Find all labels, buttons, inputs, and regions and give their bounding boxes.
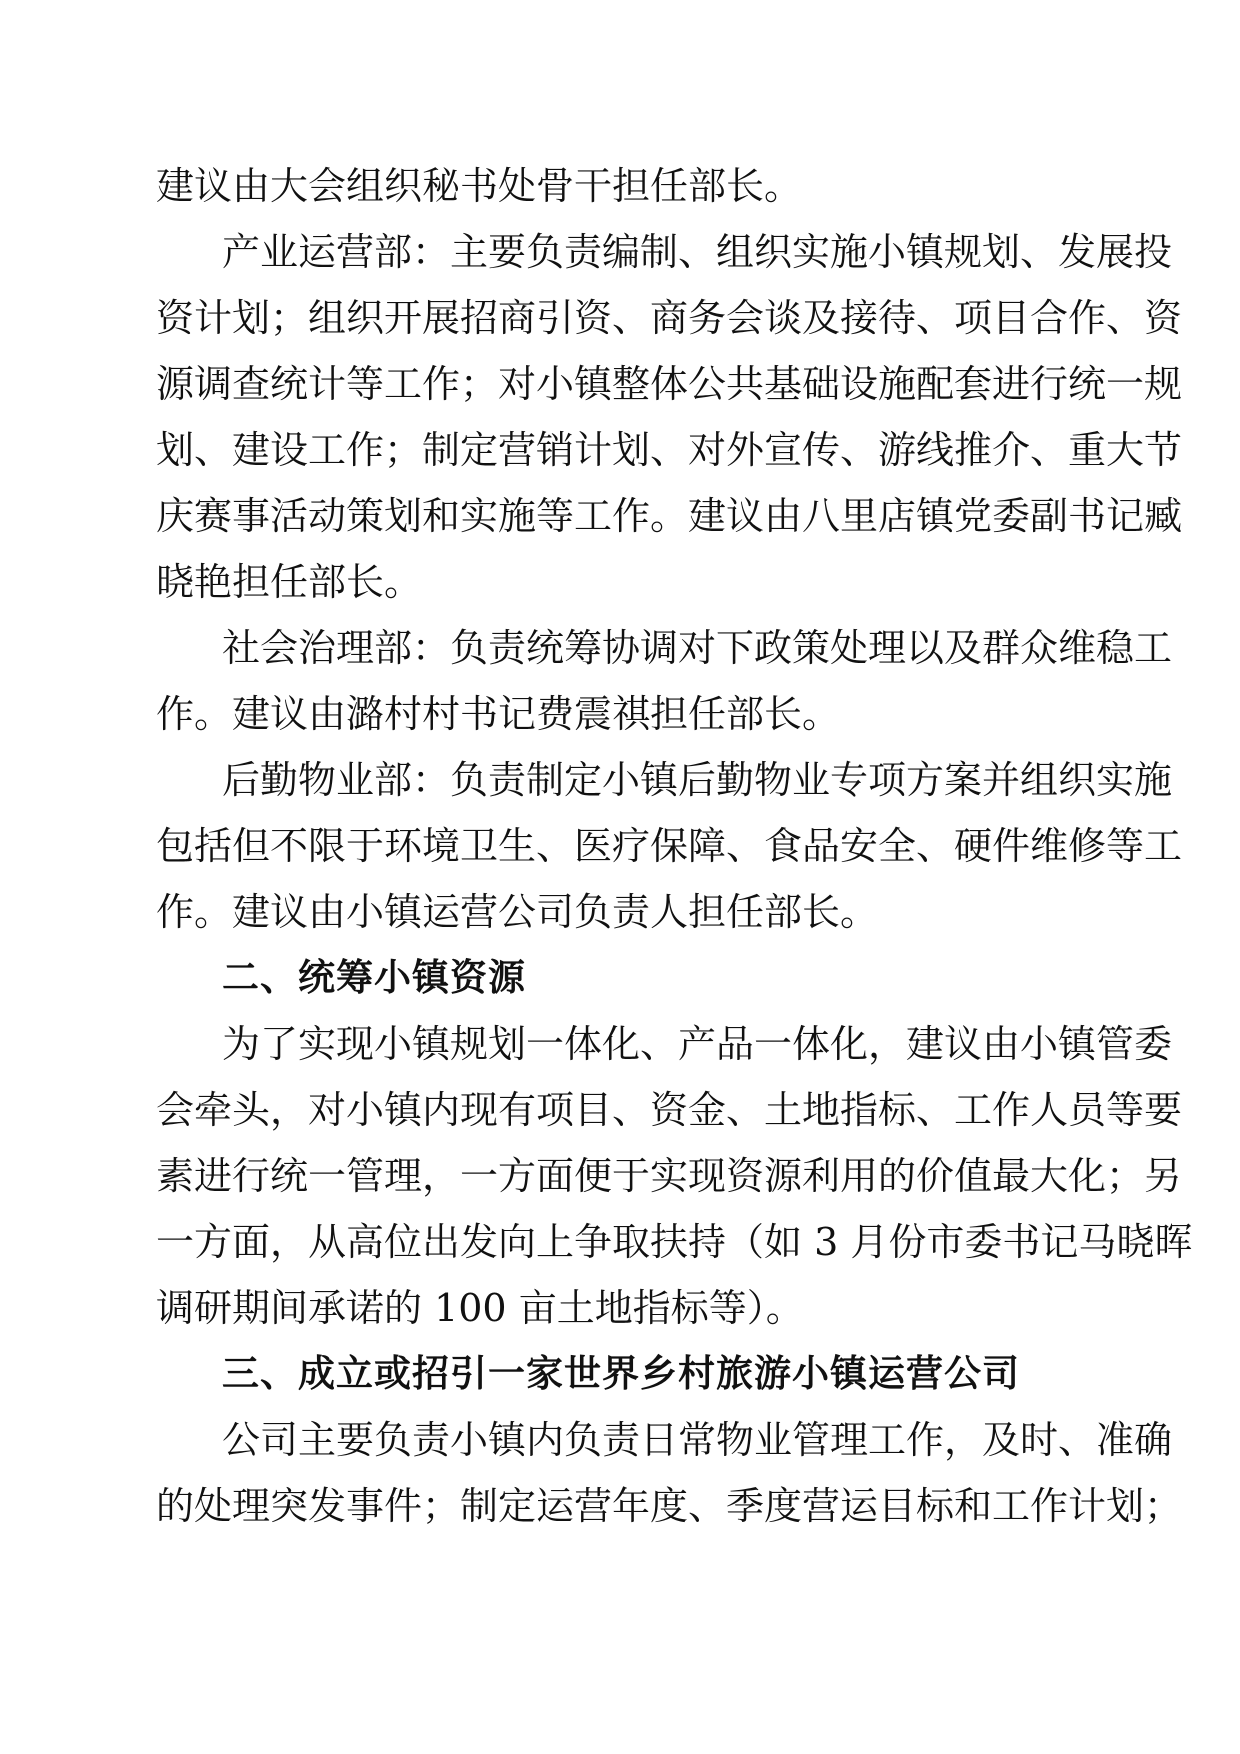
paragraph-line: 调研期间承诺的 100 亩土地指标等）。 bbox=[156, 1286, 804, 1330]
section-heading: 三、成立或招引一家世界乡村旅游小镇运营公司 bbox=[222, 1352, 1020, 1395]
paragraph-line: 一方面，从高位出发向上争取扶持（如 3 月份市委书记马晓晖 bbox=[156, 1220, 1193, 1264]
section-heading: 二、统筹小镇资源 bbox=[222, 956, 526, 999]
paragraph-line: 庆赛事活动策划和实施等工作。建议由八里店镇党委副书记臧 bbox=[156, 494, 1183, 538]
paragraph-line: 作。建议由潞村村书记费震祺担任部长。 bbox=[156, 692, 841, 736]
paragraph-line: 源调查统计等工作；对小镇整体公共基础设施配套进行统一规 bbox=[156, 362, 1183, 406]
paragraph-line: 产业运营部：主要负责编制、组织实施小镇规划、发展投 bbox=[222, 230, 1173, 274]
paragraph-line: 的处理突发事件；制定运营年度、季度营运目标和工作计划； bbox=[156, 1484, 1183, 1528]
paragraph-line: 公司主要负责小镇内负责日常物业管理工作，及时、准确 bbox=[222, 1418, 1173, 1462]
paragraph-line: 包括但不限于环境卫生、医疗保障、食品安全、硬件维修等工 bbox=[156, 824, 1183, 868]
paragraph-line: 资计划；组织开展招商引资、商务会谈及接待、项目合作、资 bbox=[156, 296, 1183, 340]
paragraph-line: 作。建议由小镇运营公司负责人担任部长。 bbox=[156, 890, 879, 934]
paragraph-line: 划、建设工作；制定营销计划、对外宣传、游线推介、重大节 bbox=[156, 428, 1183, 472]
paragraph-line: 晓艳担任部长。 bbox=[156, 560, 423, 604]
paragraph-line: 后勤物业部：负责制定小镇后勤物业专项方案并组织实施 bbox=[222, 758, 1173, 802]
paragraph-line: 社会治理部：负责统筹协调对下政策处理以及群众维稳工 bbox=[222, 626, 1173, 670]
paragraph-line: 素进行统一管理，一方面便于实现资源利用的价值最大化；另 bbox=[156, 1154, 1183, 1198]
paragraph-line: 为了实现小镇规划一体化、产品一体化，建议由小镇管委 bbox=[222, 1022, 1173, 1066]
paragraph-line: 会牵头，对小镇内现有项目、资金、土地指标、工作人员等要 bbox=[156, 1088, 1183, 1132]
paragraph-line: 建议由大会组织秘书处骨干担任部长。 bbox=[156, 164, 803, 208]
